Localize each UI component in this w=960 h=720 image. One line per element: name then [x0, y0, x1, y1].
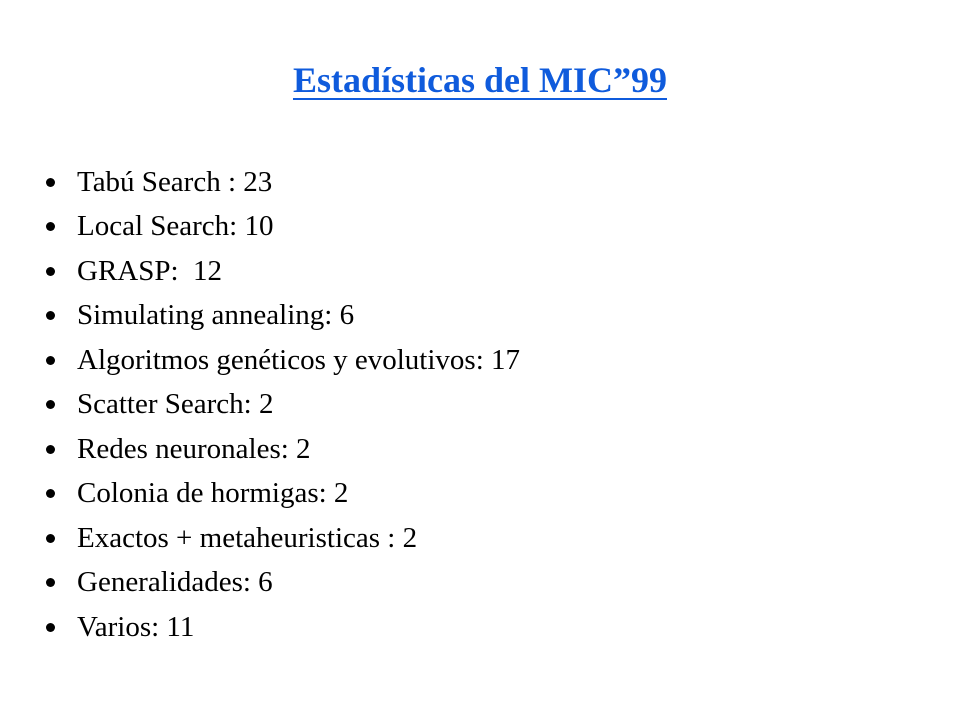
bullet-icon: [46, 489, 55, 498]
bullet-icon: [46, 623, 55, 632]
bullet-icon: [46, 445, 55, 454]
slide-title: Estadísticas del MIC”99: [292, 60, 667, 100]
list-item-text: GRASP: 12: [77, 254, 223, 287]
list-item: [46, 294, 520, 339]
list-item: [46, 338, 520, 383]
list-item: [46, 605, 520, 650]
bullet-icon: [46, 578, 55, 587]
bullet-icon: [46, 311, 55, 320]
list-item: [46, 516, 520, 561]
bullet-list: [46, 160, 520, 650]
list-item-text: Simulating annealing: 6: [77, 299, 355, 332]
list-item-text: Tabú Search : 23: [77, 165, 273, 198]
list-item-text: Algoritmos genéticos y evolutivos: 17: [77, 343, 521, 376]
list-item-text: Colonia de hormigas: 2: [77, 477, 349, 510]
bullet-icon: [46, 222, 55, 231]
bullet-icon: [46, 400, 55, 409]
list-item: [46, 160, 520, 205]
bullet-icon: [46, 267, 55, 276]
list-item: [46, 249, 520, 294]
list-item-text: Exactos + metaheuristicas : 2: [77, 521, 418, 554]
list-item: [46, 205, 520, 250]
list-item: [46, 383, 520, 428]
list-item: [46, 427, 520, 472]
bullet-icon: [46, 356, 55, 365]
list-item: [46, 561, 520, 606]
list-item-text: Redes neuronales: 2: [77, 432, 311, 465]
bullet-icon: [46, 534, 55, 543]
bullet-icon: [46, 178, 55, 187]
list-item-text: Varios: 11: [77, 610, 195, 643]
list-item-text: Local Search: 10: [77, 210, 274, 243]
list-item: [46, 472, 520, 517]
list-item-text: Scatter Search: 2: [77, 388, 274, 421]
list-item-text: Generalidades: 6: [77, 566, 273, 599]
